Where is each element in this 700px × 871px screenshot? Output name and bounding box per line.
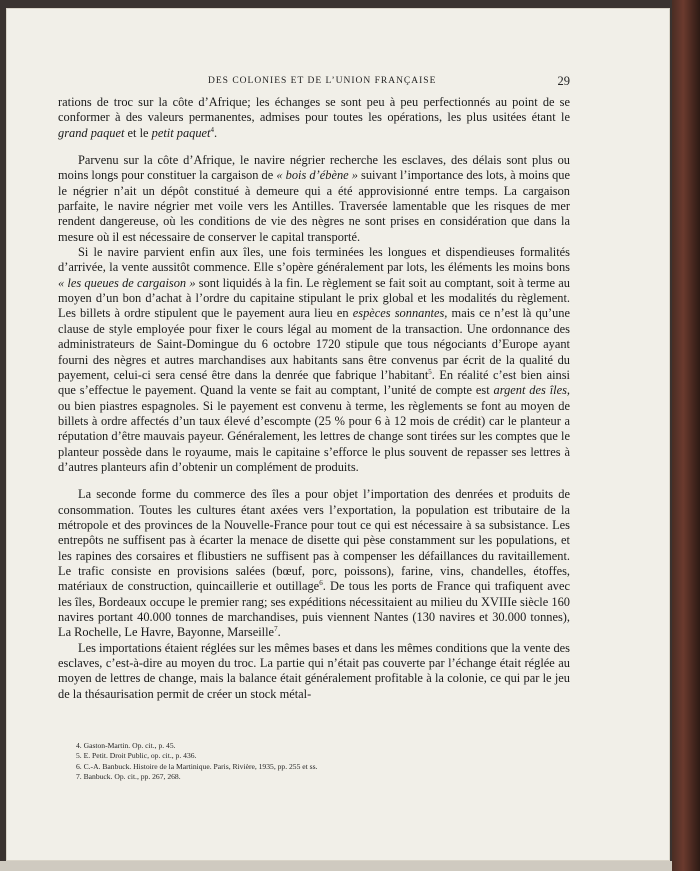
book-spine [672, 0, 700, 871]
italic-text: espèces sonnantes, [352, 306, 448, 321]
text-run: Si le navire parvient enfin aux îles, une fois terminées les longues et dispendieuses formalités d’arrivée, la vente aussitôt commence. Elle s’opère généralement par lots, les éléments les moins bons [58, 245, 570, 275]
footnote: 6. C.-A. Banbuck. Histoire de la Martinique. Paris, Rivière, 1935, pp. 255 et ss. [76, 761, 318, 771]
text-run: . De tous les ports de France qui trafiquent avec les îles, Bordeaux occupe le premier rang; ses expéditions nécessitaient au milieu du XVIIIe siècle 160 navires portant 40.000 tonnes de marchandises, puis viennent Nantes (130 navires et 30.000 tonnes), La Rochelle, Le Havre, Bayonne, Marseille [58, 579, 570, 640]
text-run: . [277, 625, 281, 640]
text-run: mais ce n’est là qu’une clause de style employée pour fixer le cours légal au moment de la transaction. Une ordonnance des administrateurs de Saint-Domingue du 6 octobre 1720 stipule que tous négociants d’Europe ayant fourni des nègres et autres marchandises aux habitants sans être convenus par écrit de la qualité du payement, celui-ci sera censé être dans la denrée que fabrique l’habitant [58, 306, 570, 382]
italic-text: petit paquet [151, 125, 211, 140]
italic-text: grand paquet [58, 125, 125, 140]
page-number: 29 [557, 74, 570, 88]
footnote-ref: 6 [319, 579, 323, 588]
text-run: Parvenu sur la côte d’Afrique, le navire négrier recherche les esclaves, des délais sont plus ou moins longs pour constituer la cargaison de [58, 153, 570, 183]
paragraph [58, 153, 570, 245]
body-text [58, 95, 570, 702]
running-title: DES COLONIES ET DE L’UNION FRANÇAISE [208, 76, 437, 86]
footnote: 4. Gaston-Martin. Op. cit., p. 45. [76, 741, 176, 750]
italic-text: « les queues de cargaison » [58, 275, 196, 290]
text-run: rations de troc sur la côte d’Afrique; les échanges se sont peu à peu perfectionnés au point de se conformer à des valeurs permanentes, admises pour toutes les opérations, les plus usitées étant le [58, 95, 570, 125]
paragraph [58, 95, 570, 141]
text-run: suivant l’importance des lots, à moins que le négrier n’ait un dépôt constitué à demeure qui a été approvisionné entre temps. La cargaison parfaite, le navire négrier met voile vers les Antilles. Traversée lamentable que les risques de mer rendent dangereuse, où les conditions de vie des nègres ne sont prises en considération que dans la mesure où il est nécessaire de conserver le capital transporté. [58, 168, 570, 244]
page-bottom-edge [0, 861, 672, 871]
footnote-ref: 5 [428, 367, 432, 376]
text-run: . En réalité c’est bien ainsi que s’effectue le payement. Quand la vente se fait au comptant, l’unité de compte est [58, 367, 570, 398]
text-run: et le [124, 125, 152, 140]
footnote: 5. E. Petit. Droit Public, op. cit., p. 436. [76, 751, 197, 761]
paragraph [58, 487, 570, 640]
footnote: 7. Banbuck. Op. cit., pp. 267, 268. [76, 772, 181, 782]
text-run: . [213, 125, 218, 140]
italic-text: « bois d’ébène » [276, 168, 358, 183]
footnote-ref: 7 [274, 625, 278, 634]
text-run: Les importations étaient réglées sur les mêmes bases et dans les mêmes conditions que la vente des esclaves, c’est-à-dire au moyen du troc. La partie qui n’était pas couverte par l’échange était réglée au moyen de lettres de change, mais la balance était généralement profitable à la colonie, ce qui par le jeu de la thésaurisation permit de créer un stock métal- [58, 640, 570, 701]
italic-text: argent des îles, [493, 383, 570, 398]
text-run: sont liquidés à la fin. Le règlement se fait soit au comptant, soit à terme au moyen d’un bon d’achat à l’ordre du capitaine stipulant le prix global et les modalités du règlement. Les billets à ordre stipulent que le payement aura lieu en [58, 275, 570, 321]
paragraph [58, 641, 570, 702]
text-run: ou bien piastres espagnoles. Si le payement est convenu à terme, les règlements se font au moyen de billets à ordre affectés d’un taux élevé d’escompte (25 % pour 6 à 12 mois de crédit) car le planteur a réputation d’être mauvais payeur. Généralement, les lettres de change sont tirées sur les comptes que le planteur possède dans le royaume, mais le capitaine s’efforce le plus souvent de repasser ses lettres à d’autres planteurs afin d’obtenir un complément de produits. [58, 398, 570, 474]
paragraph [58, 245, 570, 475]
footnote-ref: 4 [210, 125, 214, 134]
footnotes [76, 741, 556, 783]
text-run: La seconde forme du commerce des îles a pour objet l’importation des denrées et produits de consommation. Toutes les cultures étant axées vers l’exportation, la population est tributaire de la métropole et des provinces de la Nouvelle-France pour tout ce qui est nécessaire à sa subsistance. Les entrepôts ne suffisent pas à écarter la menace de disette qui pèse constamment sur les populations, et les rapines des corsaires et flibustiers ne suffisent pas à compenser les défaillances du ravitaillement. Le trafic consiste en provisions salées (bœuf, porc, poissons), farine, vins, chandelles, étoffes, matériaux de construction, quincaillerie et outillage [58, 487, 570, 594]
